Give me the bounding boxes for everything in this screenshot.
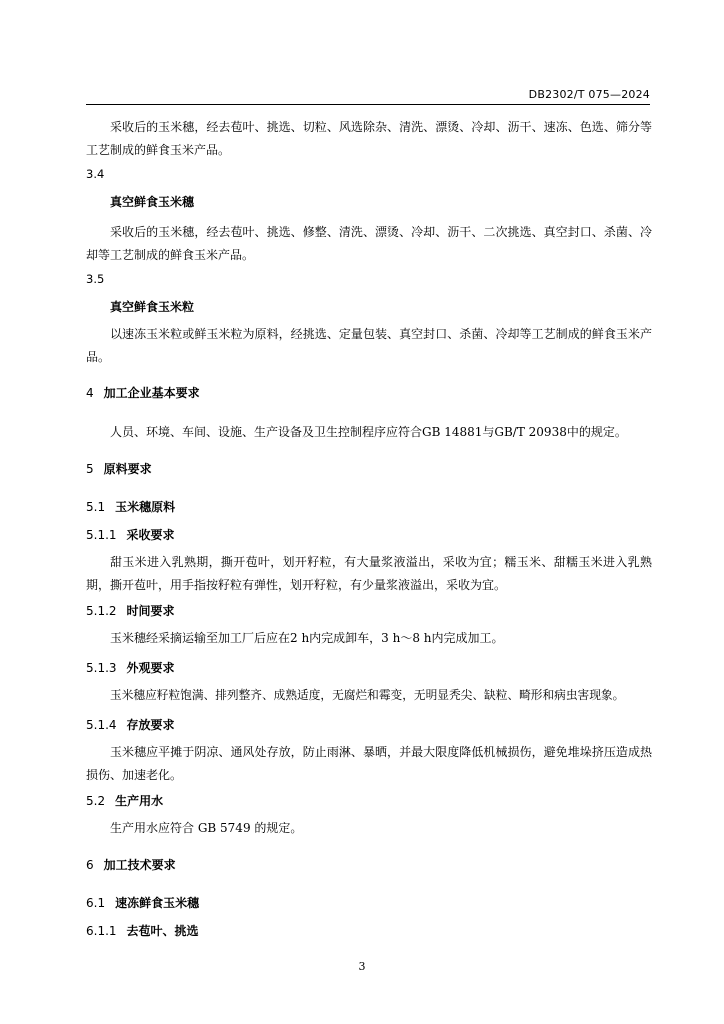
header-rule <box>86 104 650 105</box>
section-5-1-1-heading <box>86 526 175 543</box>
section-4-number: 4 <box>86 386 94 400</box>
section-5-1-2-title: 时间要求 <box>126 604 175 618</box>
section-5-1-1-paragraph-block <box>86 551 652 596</box>
section-4-title: 加工企业基本要求 <box>103 386 200 400</box>
section-6-1-1-title: 去苞叶、挑选 <box>126 924 199 938</box>
section-5-1-heading <box>86 498 175 515</box>
section-6-1-number: 6.1 <box>86 896 106 910</box>
clause-3-5-number: 3.5 <box>86 272 105 286</box>
section-5-1-3-number: 5.1.3 <box>86 661 117 675</box>
section-5-1-4-heading <box>86 716 175 733</box>
clause-3-3-definition: 采收后的玉米穗，经去苞叶、挑选、切粒、风选除杂、清洗、漂烫、冷却、沥干、速冻、色选、筛分等工艺制成的鲜食玉米产品。 <box>86 120 652 157</box>
section-6-heading <box>86 856 176 873</box>
section-5-1-3-title: 外观要求 <box>126 661 175 675</box>
section-5-2-title: 生产用水 <box>115 794 164 808</box>
page-number: 3 <box>358 960 366 973</box>
section-5-2-paragraph: 生产用水应符合 GB 5749 的规定。 <box>110 821 303 835</box>
section-4-paragraph-block <box>86 421 652 444</box>
clause-3-4-number: 3.4 <box>86 167 105 181</box>
clause-3-4-definition: 采收后的玉米穗，经去苞叶、挑选、修整、清洗、漂烫、冷却、沥干、二次挑选、真空封口、杀菌、冷却等工艺制成的鲜食玉米产品。 <box>86 225 652 262</box>
clause-3-5-term: 真空鲜食玉米粒 <box>110 300 195 314</box>
section-5-1-4-paragraph-block <box>86 741 652 786</box>
section-5-1-3-paragraph: 玉米穗应籽粒饱满、排列整齐、成熟适度，无腐烂和霉变，无明显秃尖、缺粒、畸形和病虫害现象。 <box>110 688 625 702</box>
section-5-1-title: 玉米穗原料 <box>115 500 176 514</box>
section-6-title: 加工技术要求 <box>103 858 176 872</box>
section-5-2-heading <box>86 792 163 809</box>
section-6-1-title: 速冻鲜食玉米穗 <box>115 896 200 910</box>
section-5-title: 原料要求 <box>103 462 152 476</box>
section-6-1-1-number: 6.1.1 <box>86 924 117 938</box>
section-5-1-1-title: 采收要求 <box>126 528 175 542</box>
section-4-heading <box>86 384 200 401</box>
section-4-paragraph: 人员、环境、车间、设施、生产设备及卫生控制程序应符合GB 14881与GB/T 20938中的规定。 <box>110 425 627 439</box>
section-5-1-2-paragraph-block <box>86 627 652 650</box>
section-6-1-heading <box>86 894 199 911</box>
section-5-1-3-paragraph-block <box>86 684 652 707</box>
section-6-number: 6 <box>86 858 94 872</box>
clause-3-4-definition-block <box>86 221 652 266</box>
section-5-1-number: 5.1 <box>86 500 106 514</box>
section-5-1-1-paragraph: 甜玉米进入乳熟期，撕开苞叶，划开籽粒，有大量浆液溢出，采收为宜；糯玉米、甜糯玉米进入乳熟期，撕开苞叶，用手指按籽粒有弹性，划开籽粒，有少量浆液溢出，采收为宜。 <box>86 555 652 592</box>
section-6-1-1-heading <box>86 922 199 939</box>
section-5-1-3-heading <box>86 659 175 676</box>
section-5-1-4-paragraph: 玉米穗应平摊于阴凉、通风处存放，防止雨淋、暴晒，并最大限度降低机械损伤，避免堆垛挤压造成热损伤、加速老化。 <box>86 745 652 782</box>
clause-3-4-term: 真空鲜食玉米穗 <box>110 195 195 209</box>
section-5-2-paragraph-block <box>86 817 652 840</box>
section-5-1-2-paragraph: 玉米穗经采摘运输至加工厂后应在2 h内完成卸车，3 h～8 h内完成加工。 <box>110 631 504 645</box>
section-5-2-number: 5.2 <box>86 794 106 808</box>
section-5-heading <box>86 460 152 477</box>
section-5-1-4-title: 存放要求 <box>126 718 175 732</box>
section-5-1-2-heading <box>86 602 175 619</box>
clause-3-5-definition-block <box>86 323 652 368</box>
clause-3-5-definition: 以速冻玉米粒或鲜玉米粒为原料，经挑选、定量包装、真空封口、杀菌、冷却等工艺制成的鲜食玉米产品。 <box>86 327 652 364</box>
clause-3-3-definition-block <box>86 116 652 161</box>
standard-code: DB2302/T 075—2024 <box>528 88 650 101</box>
section-5-1-1-number: 5.1.1 <box>86 528 117 542</box>
section-5-1-2-number: 5.1.2 <box>86 604 117 618</box>
section-5-number: 5 <box>86 462 94 476</box>
section-5-1-4-number: 5.1.4 <box>86 718 117 732</box>
